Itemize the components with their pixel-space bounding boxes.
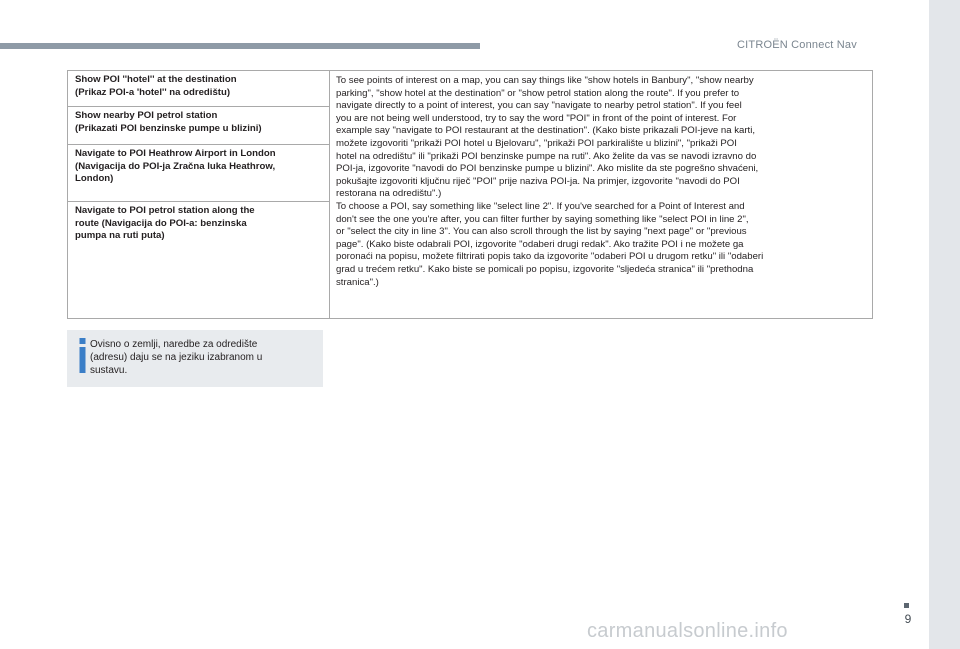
description-column [330,71,872,318]
description-line: you are not being well understood, try to say the word "POI" in front of the point of interest. For [336,112,737,124]
command-text: Navigate to POI petrol station along the [75,205,255,216]
description-line: navigate directly to a point of interest, you can say "navigate to nearby petrol station". If you feel [336,100,742,112]
description-line: To choose a POI, say something like "select line 2". If you've searched for a Point of Interest and [336,200,745,212]
command-text: (Prikaz POI-a 'hotel'' na odredištu) [75,86,231,98]
info-note-box [67,330,323,387]
description-line: don't see the one you're after, you can filter further by saying something like "select POI in line 2", [336,213,749,225]
command-cell [68,202,329,318]
command-text: Navigate to POI Heathrow Airport in London [75,148,276,159]
command-cell [68,107,329,145]
description-line: hotel na odredištu" ili "prikaži POI benzinske pumpe na ruti". Ako želite da vas se navodi izravno do [336,150,757,162]
description-line: možete izgovoriti "prikaži POI hotel u Bjelovaru", "prikaži POI parkiralište u blizini", "prikaži POI [336,137,737,149]
description-line: POI-ja, izgovorite "navodi do POI benzinske pumpe u blizini". Ako mislite da ste pogrešno shvaćeni, [336,163,759,175]
info-note-text [90,338,262,377]
description-line: or "select the city in line 3". You can also scroll through the list by saying "next page" or "previous [336,226,747,238]
header-bar [0,43,480,49]
command-text: (Navigacija do POI-ja Zračna luka Heathrow, [75,160,276,172]
commands-column [68,71,330,318]
info-note-line: (adresu) daju se na jeziku izabranom u [90,352,263,363]
description-line: page". (Kako biste odabrali POI, izgovorite "odaberi drugi redak". Ako tražite POI i ne možete ga [336,238,744,250]
info-icon [79,338,87,373]
description-line: pokušajte izgovoriti ključnu riječ "POI" prije naziva POI-ja. Na primjer, izgovorite "navodi do POI [336,175,740,187]
description-line: grad u trećem retku". Kako biste se pomicali po popisu, izgovorite "sljedeća stranica" ili "prethodna [336,263,754,275]
description-line: To see points of interest on a map, you can say things like "show hotels in Banbury", "show nearby [336,75,754,86]
command-text: (Prikazati POI benzinske pumpe u blizini) [75,122,262,134]
description-line: poronaći na popisu, možete filtrirati popis tako da izgovorite "odaberi POI u drugom retku" ili "odaberi [336,251,764,263]
description-line: parking", "show hotel at the destination" or "show petrol station along the route". If you prefer to [336,87,740,99]
command-text: route (Navigacija do POI-a: benzinska [75,217,247,229]
description-line: stranica".) [336,276,379,288]
command-text: pumpa na ruti puta) [75,230,165,242]
info-note-line: Ovisno o zemlji, naredbe za odredište [90,339,258,350]
description-line: restorana na odredištu".) [336,188,442,200]
info-note-line: sustavu. [90,365,128,376]
page-number: 9 [904,612,912,626]
side-strip [929,0,960,649]
poi-commands-table [67,70,873,319]
description-line: example say "navigate to POI restaurant at the destination". (Kako biste prikazali POI-jeve na karti, [336,125,756,137]
command-text: Show POI ''hotel'' at the destination [75,74,237,85]
watermark: carmanualsonline.info [587,620,788,642]
command-text: Show nearby POI petrol station [75,110,218,121]
page-marker [904,603,909,608]
command-cell [68,71,329,107]
header-title: CITROËN Connect Nav [737,39,857,51]
command-text: London) [75,173,114,185]
command-cell [68,145,329,202]
